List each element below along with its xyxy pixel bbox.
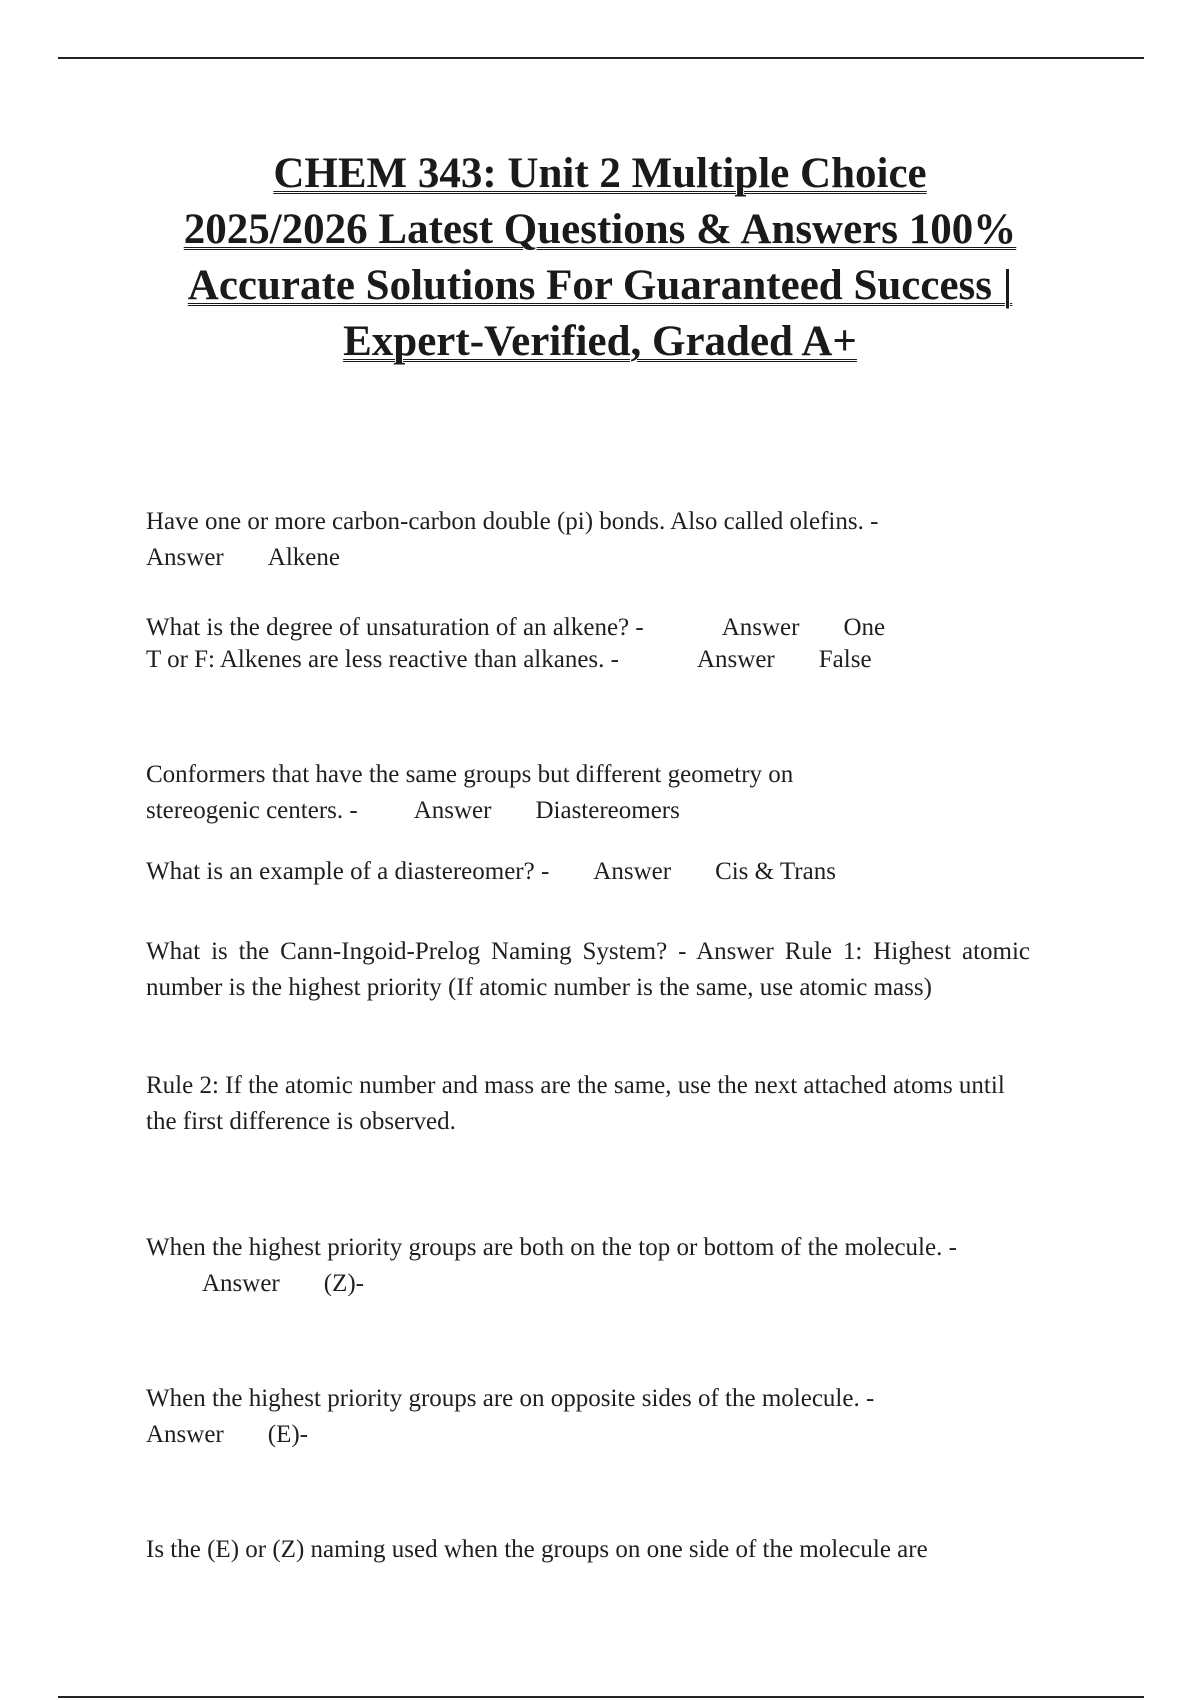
qa-item-reactivity xyxy=(146,644,1076,676)
answer-text: Alkene xyxy=(267,544,340,571)
question-text: What is the Cann-Ingoid-Prelog Naming System? - xyxy=(146,938,687,965)
document-title xyxy=(60,146,1140,370)
qa-item-alkene xyxy=(146,504,1026,576)
title-line-2: 2025/2026 Latest Questions & Answers 100% xyxy=(183,206,1017,253)
qa-item-z-config xyxy=(146,1230,976,1302)
title-line-3: Accurate Solutions For Guaranteed Success | xyxy=(187,262,1013,309)
answer-label: Answer xyxy=(721,614,800,641)
question-text: Is the (E) or (Z) naming used when the groups on one side of the molecule are xyxy=(146,1536,928,1563)
answer-text: (E)- xyxy=(267,1421,309,1448)
question-text: When the highest priority groups are both on the top or bottom of the molecule. - xyxy=(146,1234,957,1261)
question-text: When the highest priority groups are on opposite sides of the molecule. - xyxy=(146,1385,875,1412)
question-text: What is an example of a diastereomer? - xyxy=(146,858,550,885)
top-rule xyxy=(58,57,1144,59)
qa-item-diastereomer-example xyxy=(146,854,1076,890)
qa-item-unsaturation xyxy=(146,612,1076,644)
qa-item-e-config xyxy=(146,1381,1026,1453)
qa-item-cip-rule-1 xyxy=(146,934,1030,1006)
qa-item-cip-rule-2 xyxy=(146,1068,1016,1140)
question-text: Conformers that have the same groups but different geometry on stereogenic centers. - xyxy=(146,761,794,824)
answer-label: Answer xyxy=(593,858,672,885)
title-line-4: Expert-Verified, Graded A+ xyxy=(343,318,857,365)
answer-label: Answer xyxy=(146,544,224,571)
answer-text: Cis & Trans xyxy=(715,858,836,885)
answer-text: Rule 1: Highest atomic number is the highest priority (If atomic number is the same, use atomic mass) xyxy=(146,938,1031,1001)
answer-label: Answer xyxy=(146,1421,224,1448)
answer-text: One xyxy=(843,614,886,641)
qa-item-e-or-z xyxy=(146,1532,1136,1568)
answer-text: Rule 2: If the atomic number and mass are the same, use the next attached atoms until the first difference is observed. xyxy=(146,1072,1005,1135)
answer-text: (Z)- xyxy=(323,1270,365,1297)
question-text: What is the degree of unsaturation of an alkene? - xyxy=(146,614,644,641)
answer-label: Answer xyxy=(202,1270,280,1297)
answer-text: False xyxy=(818,646,872,673)
qa-item-diastereomers xyxy=(146,757,906,829)
answer-label: Answer xyxy=(697,646,775,673)
bottom-rule xyxy=(58,1696,1144,1698)
answer-text: Diastereomers xyxy=(535,797,680,824)
answer-label: Answer xyxy=(696,938,774,965)
question-text: T or F: Alkenes are less reactive than alkanes. - xyxy=(146,646,619,673)
title-line-1: CHEM 343: Unit 2 Multiple Choice xyxy=(273,150,927,197)
question-text: Have one or more carbon-carbon double (pi) bonds. Also called olefins. - xyxy=(146,508,879,535)
answer-label: Answer xyxy=(413,797,492,824)
